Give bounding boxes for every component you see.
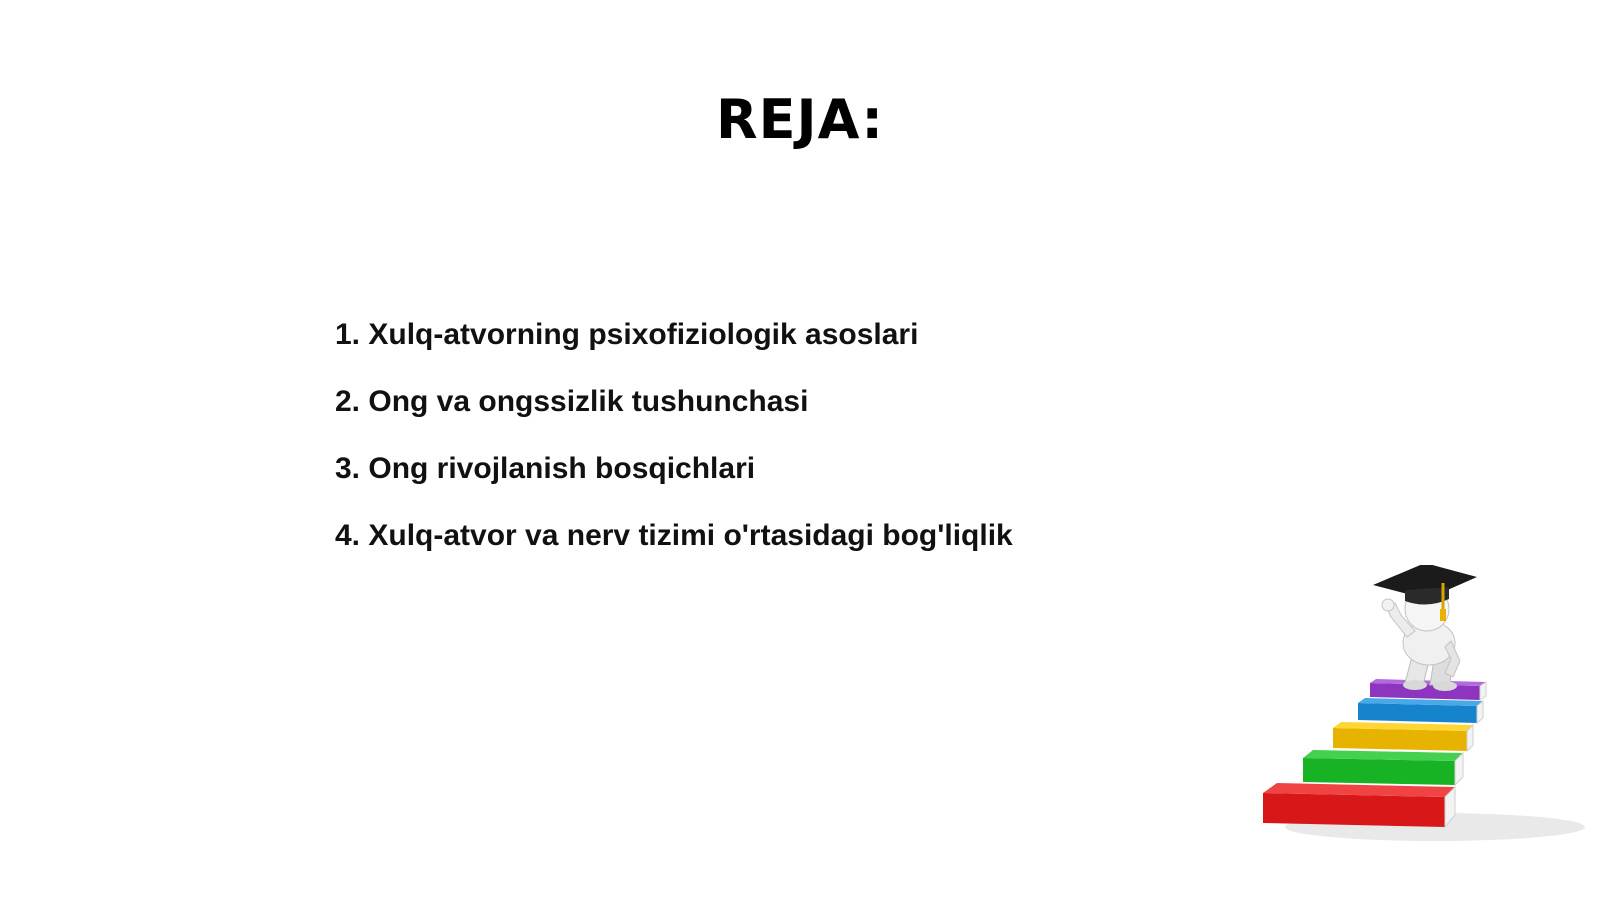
plan-item-4: 4. Xulq-atvor va nerv tizimi o'rtasidagi bog'liqlik — [335, 519, 1013, 552]
book-yellow — [1333, 722, 1473, 751]
graduate-figure — [1373, 565, 1477, 691]
graduate-on-book-stairs-icon — [1255, 565, 1585, 865]
book-purple — [1370, 679, 1486, 700]
book-red — [1263, 783, 1455, 827]
plan-list — [335, 315, 1013, 583]
book-green — [1303, 750, 1463, 785]
plan-item-3: 3. Ong rivojlanish bosqichlari — [335, 452, 756, 485]
plan-item-1: 1. Xulq-atvorning psixofiziologik asoslari — [335, 318, 919, 351]
book-blue — [1358, 698, 1483, 723]
slide-title: REJA: — [716, 88, 884, 151]
plan-item-2: 2. Ong va ongssizlik tushunchasi — [335, 385, 809, 418]
